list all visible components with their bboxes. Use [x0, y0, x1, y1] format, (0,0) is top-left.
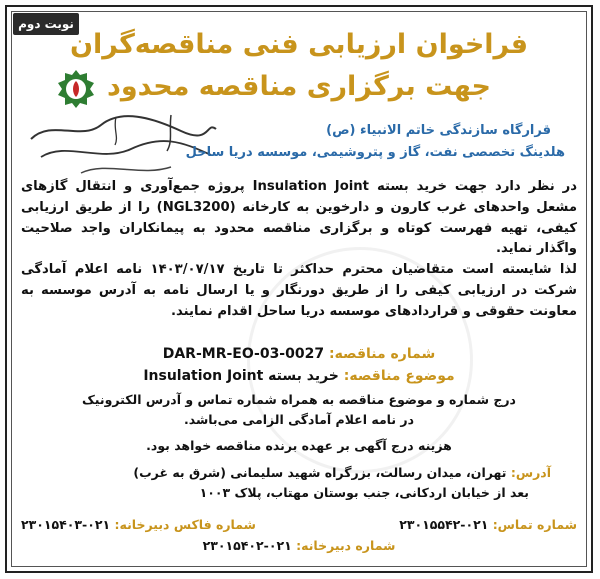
phone-label: شماره تماس: [492, 517, 577, 532]
organization-logo-icon [57, 69, 95, 109]
submission-note [21, 390, 577, 430]
body-paragraph-1: در نظر دارد جهت خرید بسته Insulation Joint پروژه جمع‌آوری و انتقال گازهای مشعل واحدهای غرب کارون و دارخوین به کارخانه (NGL3200) را از طریق ارزیابی کیفی، تهیه فهرست کوتاه و برگزاری مناقصه محدود به پیمانکاران واجد صلاحیت واگذار نماید. [21, 179, 577, 257]
phone-value: ۰۲۱-۲۳۰۱۵۵۴۲ [399, 517, 489, 532]
tender-subject-label: موضوع مناقصه: [343, 368, 455, 384]
fax-contact [21, 517, 256, 532]
body-paragraph-2: لذا شایسته است متقاضیان محترم حداکثر تا تاریخ ۱۴۰۳/۰۷/۱۷ نامه اعلام آمادگی شرکت در ارزیابی کیفی را از طریق دورنگار و یا ارسال نامه به آدرس موسسه به معاونت حقوقی و قراردادهای موسسه دریا ساحل اقدام نمایند. [21, 262, 577, 319]
submission-note-line1: درج شماره و موضوع مناقصه به همراه شماره تماس و آدرس الکترونیک [82, 392, 516, 407]
address-block [133, 463, 551, 503]
address-label: آدرس: [510, 465, 551, 480]
tender-number-label: شماره مناقصه: [328, 346, 436, 362]
secretariat-value: ۰۲۱-۲۳۰۱۵۴۰۲ [202, 538, 292, 553]
ad-title-line2: جهت برگزاری مناقصه محدود [107, 71, 491, 102]
tender-subject [7, 368, 591, 384]
phone-contact [399, 517, 577, 532]
tender-number [7, 346, 591, 362]
tender-subject-value: خرید بسته Insulation Joint [143, 368, 339, 384]
ad-body [21, 177, 577, 323]
secretariat-label: شماره دبیرخانه: [296, 538, 396, 553]
address-line1: تهران، میدان رسالت، بزرگراه شهید سلیمانی (شرق به غرب) [133, 465, 507, 480]
secretariat-contact [21, 538, 577, 553]
ad-frame [5, 5, 593, 573]
fax-label: شماره فاکس دبیرخانه: [114, 517, 256, 532]
submission-note-line2: در نامه اعلام آمادگی الزامی می‌باشد. [183, 412, 415, 427]
address-line2: بعد از خیابان اردکانی، جنب بوستان مهتاب، پلاک ۱۰۰۳ [199, 485, 529, 500]
organization-name: قرارگاه سازندگی خاتم الانبیاء (ص) [326, 123, 551, 138]
contacts-block [21, 517, 577, 553]
fee-note: هزینه درج آگهی بر عهده برنده مناقصه خواهد بود. [146, 438, 452, 453]
fax-value: ۰۲۱-۲۳۰۱۵۴۰۳ [21, 517, 111, 532]
tender-number-value: DAR-MR-EO-03-0027 [162, 346, 325, 362]
organization-subname: هلدینگ تخصصی نفت، گاز و پتروشیمی، موسسه دریا ساحل [185, 145, 565, 160]
ad-title-line1: فراخوان ارزیابی فنی مناقصه‌گران [69, 29, 529, 60]
round-badge: نوبت دوم [13, 13, 79, 35]
